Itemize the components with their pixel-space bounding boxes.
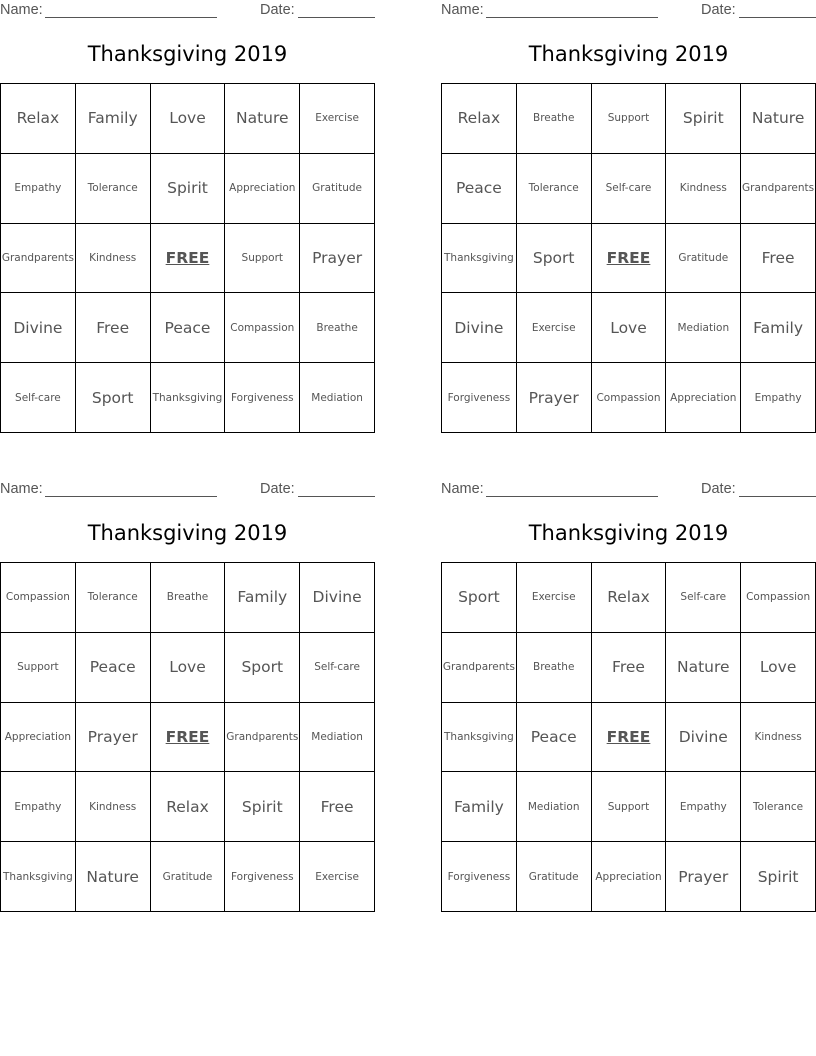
free-space-cell[interactable]: FREE [592,703,667,773]
bingo-cell[interactable]: Grandparents [741,154,816,224]
bingo-cell[interactable]: Empathy [1,154,76,224]
bingo-cell[interactable]: Free [592,633,667,703]
name-label: Name: [0,2,43,18]
bingo-cell[interactable]: Grandparents [442,633,517,703]
bingo-card-2 [441,0,816,435]
bingo-cell[interactable]: Compassion [592,363,667,433]
bingo-cell[interactable]: Love [151,84,226,154]
bingo-grid [441,83,816,433]
bingo-cell[interactable]: Gratitude [151,842,226,912]
bingo-cell[interactable]: Nature [225,84,300,154]
bingo-cell[interactable]: Prayer [76,703,151,773]
bingo-cell[interactable]: Kindness [741,703,816,773]
bingo-cell[interactable]: Self-care [300,633,375,703]
bingo-cell[interactable]: Spirit [666,84,741,154]
date-field-line[interactable] [298,17,375,18]
bingo-cell[interactable]: Appreciation [225,154,300,224]
bingo-cell[interactable]: Exercise [300,84,375,154]
bingo-cell[interactable]: Mediation [517,772,592,842]
card-header [441,2,816,20]
bingo-cell[interactable]: Relax [592,563,667,633]
date-label: Date: [260,2,295,18]
bingo-cell[interactable]: Breathe [517,633,592,703]
card-title: Thanksgiving 2019 [87,42,288,66]
bingo-cell[interactable]: Gratitude [300,154,375,224]
card-header [0,481,375,499]
bingo-cell[interactable]: Love [741,633,816,703]
bingo-cell[interactable]: Nature [76,842,151,912]
bingo-cell[interactable]: Tolerance [517,154,592,224]
card-title: Thanksgiving 2019 [528,521,729,545]
bingo-cell[interactable]: Family [225,563,300,633]
bingo-cell[interactable]: Family [442,772,517,842]
bingo-grid [0,562,375,912]
bingo-cell[interactable]: Self-care [666,563,741,633]
bingo-cell[interactable]: Support [592,772,667,842]
bingo-cell[interactable]: Mediation [666,293,741,363]
bingo-cell[interactable]: Empathy [1,772,76,842]
bingo-cell[interactable]: Forgiveness [225,363,300,433]
bingo-cell[interactable]: Divine [300,563,375,633]
bingo-cell[interactable]: Forgiveness [442,363,517,433]
card-title: Thanksgiving 2019 [87,521,288,545]
bingo-cell[interactable]: Nature [666,633,741,703]
bingo-cell[interactable]: Prayer [517,363,592,433]
bingo-cell[interactable]: Tolerance [741,772,816,842]
bingo-cell[interactable]: Mediation [300,703,375,773]
bingo-cell[interactable]: Tolerance [76,154,151,224]
bingo-cell[interactable]: Family [76,84,151,154]
bingo-cell[interactable]: Relax [151,772,226,842]
bingo-cell[interactable]: Peace [442,154,517,224]
bingo-cell[interactable]: Exercise [300,842,375,912]
bingo-cell[interactable]: Tolerance [76,563,151,633]
bingo-cell[interactable]: Breathe [151,563,226,633]
bingo-cell[interactable]: Prayer [300,224,375,294]
name-field-line[interactable] [486,496,658,497]
bingo-cell[interactable]: Kindness [76,772,151,842]
date-label: Date: [701,481,736,497]
free-space-cell[interactable]: FREE [151,703,226,773]
name-label: Name: [0,481,43,497]
date-field-line[interactable] [298,496,375,497]
bingo-cell[interactable]: Thanksgiving [1,842,76,912]
bingo-cell[interactable]: Relax [442,84,517,154]
card-title: Thanksgiving 2019 [528,42,729,66]
bingo-cell[interactable]: Exercise [517,293,592,363]
bingo-card-1 [0,0,375,435]
bingo-cell[interactable]: Spirit [225,772,300,842]
bingo-cell[interactable]: Compassion [1,563,76,633]
name-label: Name: [441,2,484,18]
bingo-cell[interactable]: Peace [76,633,151,703]
bingo-cell[interactable]: Peace [517,703,592,773]
bingo-cell[interactable]: Divine [442,293,517,363]
bingo-cell[interactable]: Prayer [666,842,741,912]
bingo-cell[interactable]: Sport [517,224,592,294]
bingo-cell[interactable]: Compassion [741,563,816,633]
card-header [441,481,816,499]
bingo-cell[interactable]: Empathy [741,363,816,433]
date-label: Date: [701,2,736,18]
name-field-line[interactable] [45,496,217,497]
bingo-cell[interactable]: Thanksgiving [151,363,226,433]
bingo-cell[interactable]: Free [76,293,151,363]
bingo-cell[interactable]: Support [1,633,76,703]
bingo-card-4 [441,479,816,914]
bingo-cell[interactable]: Self-care [1,363,76,433]
date-field-line[interactable] [739,496,816,497]
bingo-cell[interactable]: Empathy [666,772,741,842]
bingo-cell[interactable]: Gratitude [666,224,741,294]
bingo-cell[interactable]: Love [151,633,226,703]
bingo-cell[interactable]: Divine [666,703,741,773]
name-label: Name: [441,481,484,497]
card-header [0,2,375,20]
name-field-line[interactable] [486,17,658,18]
bingo-grid [441,562,816,912]
bingo-cell[interactable]: Self-care [592,154,667,224]
bingo-cell[interactable]: Nature [741,84,816,154]
bingo-cell[interactable]: Breathe [517,84,592,154]
bingo-cell[interactable]: Mediation [300,363,375,433]
bingo-cell[interactable]: Relax [1,84,76,154]
bingo-cell[interactable]: Sport [76,363,151,433]
bingo-cell[interactable]: Sport [442,563,517,633]
bingo-cell[interactable]: Divine [1,293,76,363]
free-space-cell[interactable]: FREE [592,224,667,294]
bingo-cell[interactable]: Peace [151,293,226,363]
date-label: Date: [260,481,295,497]
bingo-cell[interactable]: Breathe [300,293,375,363]
bingo-card-3 [0,479,375,914]
bingo-cell[interactable]: Appreciation [1,703,76,773]
bingo-cell[interactable]: Forgiveness [442,842,517,912]
bingo-cell[interactable]: Appreciation [592,842,667,912]
bingo-cell[interactable]: Kindness [76,224,151,294]
bingo-cell[interactable]: Exercise [517,563,592,633]
bingo-cell[interactable]: Kindness [666,154,741,224]
bingo-cell[interactable]: Spirit [151,154,226,224]
date-field-line[interactable] [739,17,816,18]
bingo-grid [0,83,375,433]
name-field-line[interactable] [45,17,217,18]
bingo-cell[interactable]: Spirit [741,842,816,912]
bingo-cell[interactable]: Appreciation [666,363,741,433]
bingo-cell[interactable]: Grandparents [225,703,300,773]
bingo-cell[interactable]: Family [741,293,816,363]
bingo-cell[interactable]: Grandparents [1,224,76,294]
bingo-cell[interactable]: Support [225,224,300,294]
bingo-cell[interactable]: Forgiveness [225,842,300,912]
bingo-cell[interactable]: Free [741,224,816,294]
bingo-cell[interactable]: Compassion [225,293,300,363]
bingo-cell[interactable]: Free [300,772,375,842]
bingo-cell[interactable]: Thanksgiving [442,224,517,294]
bingo-cell[interactable]: Gratitude [517,842,592,912]
bingo-cell[interactable]: Thanksgiving [442,703,517,773]
free-space-cell[interactable]: FREE [151,224,226,294]
bingo-cell[interactable]: Support [592,84,667,154]
bingo-cell[interactable]: Love [592,293,667,363]
bingo-cell[interactable]: Sport [225,633,300,703]
